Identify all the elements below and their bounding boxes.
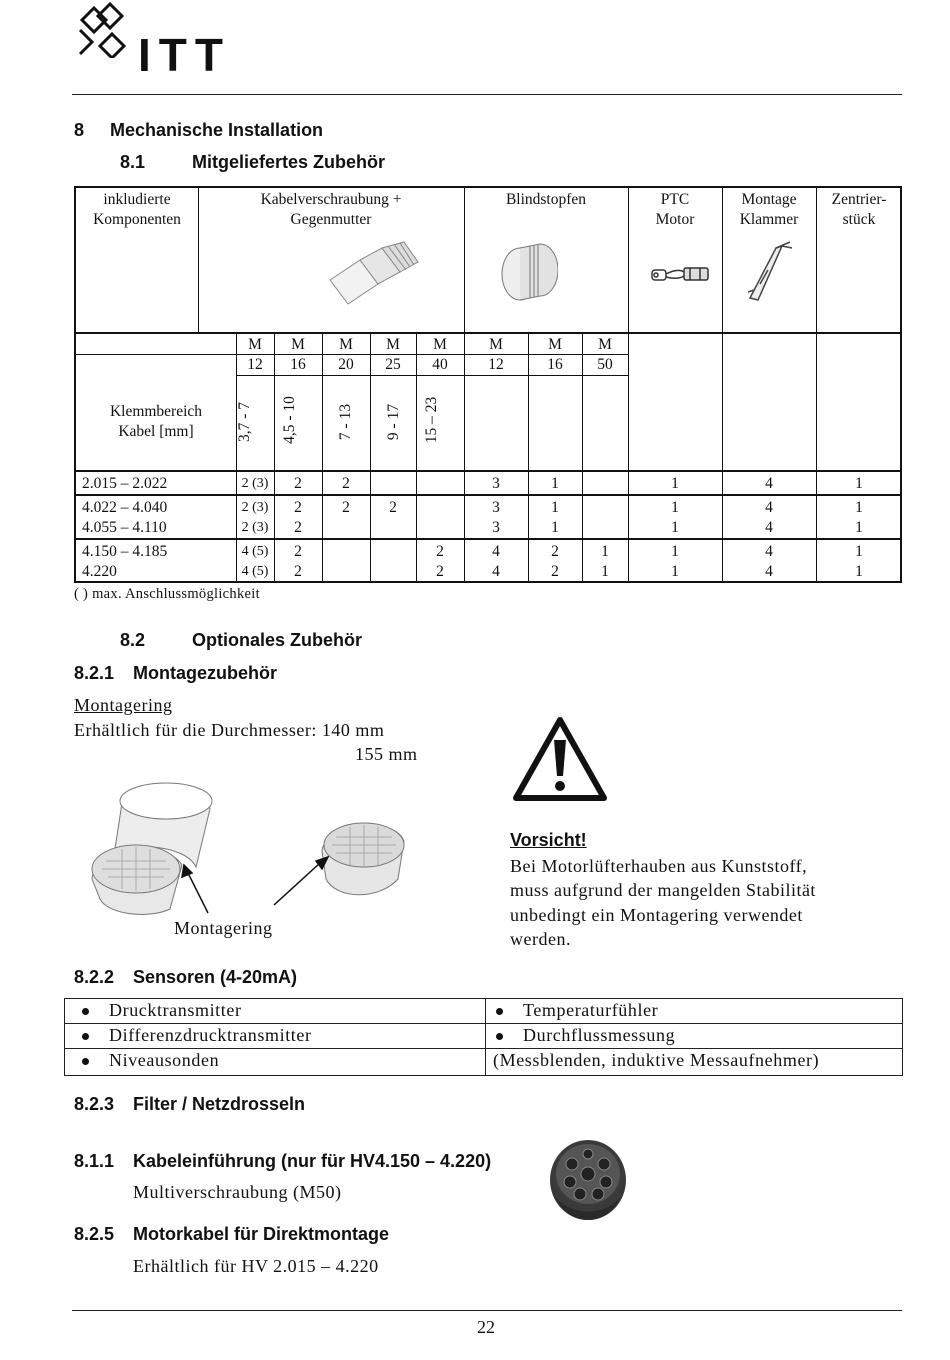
range-m40: 15 – 23 <box>423 396 440 444</box>
table-cell: 4 4 <box>765 499 773 536</box>
brand-name: ITT <box>138 29 231 81</box>
section-8-title: Mechanische Installation <box>110 120 324 140</box>
table-cell: 2 2 <box>551 543 559 580</box>
motor-cable-text: Erhältlich für HV 2.015 – 4.220 <box>133 1256 379 1276</box>
table-cell: 4 4 <box>765 543 773 580</box>
size-header: M 16 <box>547 336 563 373</box>
mounting-ring-figure <box>78 775 428 925</box>
sensor-row: Niveausonden (Messblenden, induktive Messaufnehmer) <box>65 1049 902 1074</box>
table-cell: 2 (3) <box>241 476 269 491</box>
accessories-table <box>74 186 902 583</box>
warning-title: Vorsicht! <box>510 830 587 850</box>
table-row-model: 2.015 – 2.022 <box>82 475 168 492</box>
header-mounting-clamp: Montage Klammer <box>739 191 799 228</box>
header-components: inkludierte Komponenten <box>93 191 181 228</box>
warning-icon <box>512 716 608 802</box>
section-8-1-1-title: Kabeleinführung (nur für HV4.150 – 4.220) <box>133 1151 492 1171</box>
table-row-model: 4.150 – 4.185 4.220 <box>82 543 168 580</box>
table-cell: 3 3 <box>492 499 500 536</box>
warning-text: Bei Motorlüfterhauben aus Kunststoff, muss aufgrund der mangelden Stabilität unbedingt ein Montagering verwendet werden. <box>510 856 816 949</box>
table-cell: 2 <box>342 475 350 492</box>
table-cell: 1 1 <box>671 499 679 536</box>
range-m12: 3,7 - 7 <box>236 401 253 443</box>
section-8-2-5-title: Motorkabel für Direktmontage <box>133 1224 390 1244</box>
table-cell: 2 <box>294 475 302 492</box>
footer-rule <box>72 1310 902 1311</box>
table-cell: 4 <box>765 475 773 492</box>
table-cell: 2 2 <box>294 543 302 580</box>
mounting-ring-diameter-2: 155 mm <box>355 744 418 764</box>
header-ptc-motor: PTC Motor <box>655 191 695 228</box>
section-8-2-1-number: 8.2.1 <box>74 663 115 683</box>
table-cell: 2 2 <box>294 499 302 536</box>
header-blanking-plug: Blindstopfen <box>505 191 587 208</box>
header-centering-piece: Zentrier- stück <box>831 191 887 228</box>
clamp-range-label: Klemmbereich Kabel [mm] <box>109 403 203 440</box>
mounting-ring-heading: Montagering <box>74 695 173 715</box>
section-8-2-number: 8.2 <box>120 630 146 650</box>
table-cell: 1 1 <box>551 499 559 536</box>
table-footnote: ( ) max. Anschlussmöglichkeit <box>74 586 260 602</box>
page-number: 22 <box>477 1317 495 1337</box>
sensor-table <box>64 998 903 1076</box>
section-8-2-1-title: Montagezubehör <box>133 663 277 683</box>
table-cell: 1 <box>671 475 679 492</box>
table-cell: 1 <box>855 475 863 492</box>
table-cell: 3 <box>492 475 500 492</box>
size-header: M 50 <box>597 336 613 373</box>
range-m20: 7 - 13 <box>337 403 354 441</box>
table-cell: 1 1 <box>855 543 863 580</box>
size-header: M 16 <box>290 336 306 373</box>
range-m16: 4,5 - 10 <box>281 396 298 444</box>
mounting-clamp-icon <box>746 240 796 304</box>
size-header: M 40 <box>432 336 448 373</box>
table-row-model: 4.022 – 4.040 4.055 – 4.110 <box>82 499 168 536</box>
size-header: M 20 <box>338 336 354 373</box>
section-8-2-2-title: Sensoren (4-20mA) <box>133 967 298 987</box>
mounting-ring-diameters: Erhältlich für die Durchmesser: 140 mm <box>74 720 385 740</box>
logo-mark-icon <box>72 0 147 58</box>
header-rule <box>72 94 902 95</box>
section-8-2-title: Optionales Zubehör <box>192 630 363 650</box>
cable-gland-icon <box>322 240 422 306</box>
mounting-ring-figure-label: Montagering <box>174 918 273 938</box>
sensor-row: Drucktransmitter Temperaturfühler <box>65 999 902 1024</box>
section-8-2-5-number: 8.2.5 <box>74 1224 115 1244</box>
size-header: M 12 <box>488 336 504 373</box>
section-8-1-1-number: 8.1.1 <box>74 1151 115 1171</box>
table-cell: 1 1 <box>671 543 679 580</box>
section-8-number: 8 <box>74 120 85 140</box>
blanking-plug-icon <box>494 238 558 304</box>
header-cable-gland: Kabelverschraubung + Gegenmutter <box>260 191 402 228</box>
size-header: M 12 <box>247 336 263 373</box>
table-cell: 2 2 <box>436 543 444 580</box>
table-cell: 1 1 <box>855 499 863 536</box>
multi-gland-text: Multiverschraubung (M50) <box>133 1182 342 1202</box>
multi-gland-icon <box>548 1134 630 1222</box>
ptc-sensor-icon <box>644 246 714 296</box>
table-cell: 2 <box>389 499 397 516</box>
table-cell: 4 (5) 4 (5) <box>241 544 269 579</box>
itt-logo <box>72 0 242 85</box>
section-8-2-3-number: 8.2.3 <box>74 1094 115 1114</box>
size-header: M 25 <box>385 336 401 373</box>
sensor-row: Differenzdrucktransmitter Durchflussmessung <box>65 1024 902 1049</box>
section-8-1-number: 8.1 <box>120 152 146 172</box>
table-cell: 4 4 <box>492 543 500 580</box>
section-8-1-title: Mitgeliefertes Zubehör <box>192 152 386 172</box>
table-cell: 2 <box>342 499 350 516</box>
section-8-2-3-title: Filter / Netzdrosseln <box>133 1094 306 1114</box>
range-m25: 9 - 17 <box>385 403 402 441</box>
table-cell: 2 (3) 2 (3) <box>241 500 269 535</box>
table-cell: 1 1 <box>601 543 609 580</box>
section-8-2-2-number: 8.2.2 <box>74 967 115 987</box>
table-cell: 1 <box>551 475 559 492</box>
